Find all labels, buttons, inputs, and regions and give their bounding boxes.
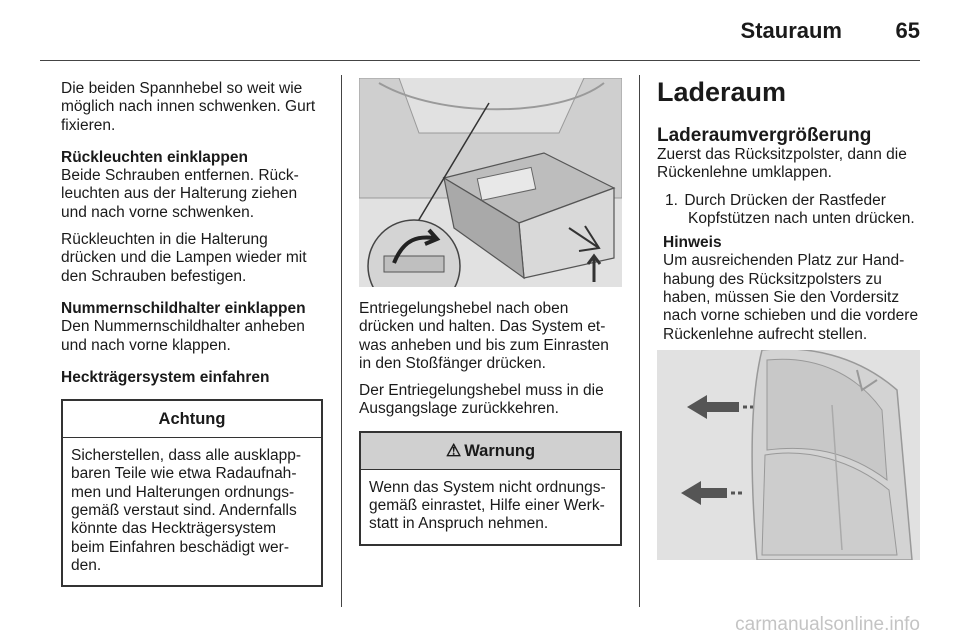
license-plate-paragraph: Den Nummernschildhalter anheben und nach vorne klappen. [61,318,305,354]
carrier-illustration [359,78,622,287]
release-lever-paragraph: Entriegelungshebel nach oben drücken und halten. Das System etwas anheben und bis zum Einrasten in den Stoßfänger drücken. [359,300,609,372]
warning-text: Wenn das System nicht ordnungsgemäß einrastet, Hilfe einer Werkstatt in Anspruch nehmen. [369,478,606,533]
subheading-cargo-expansion: Laderaumvergrößerung [657,125,872,146]
watermark: carmanualsonline.info [735,614,920,635]
left-column [61,80,323,587]
rear-lights-paragraph: Beide Schrauben entfernen. Rückleuchten aus der Halterung ziehen und nach vorne schwenken. [61,167,299,221]
list-item-text: Durch Drücken der Rastfeder [684,191,886,209]
page-header-title: Stauraum [740,18,842,43]
warning-icon: ⚠ [445,440,462,460]
seat-drawing [657,350,920,560]
warning-box [359,431,622,546]
section-title-license-plate: Nummernschildhalter einklappen [61,299,306,317]
seat-illustration [657,350,920,560]
note-title: Hinweis [663,234,722,252]
cargo-expansion-intro: Zuerst das Rücksitzpolster, dann die Rückenlehne umklappen. [657,146,907,182]
right-column [657,77,922,344]
list-item [657,192,922,229]
middle-column [359,300,622,546]
list-number: 1. [665,191,678,209]
intro-paragraph: Die beiden Spannhebel so weit wie möglich nach innen schwenken. Gurt fixieren. [61,80,316,134]
note-text: Um ausreichenden Platz zur Handhabung des Rücksitzpolsters zu haben, müssen Sie den Vordersitz nach vorne schieben und die vordere Rückenlehne aufrecht stellen. [663,252,919,343]
column-divider-right [639,75,640,607]
list-item-continuation: Kopfstützen nach unten drücken. [688,209,915,227]
section-heading-cargo: Laderaum [657,77,787,107]
caution-text: Sicherstellen, dass alle ausklappbaren Teile wie etwa Radaufnahmen und Halterungen ordnungsgemäß verstaut sind. Andernfalls könnte das Heckträgersystem beim Einfahren beschädigt werden. [71,447,302,574]
carrier-drawing [359,78,622,287]
rear-lights-paragraph-2: Rückleuchten in die Halterung drücken und die Lampen wieder mit den Schrauben befestigen. [61,231,307,285]
page-number: 65 [895,18,920,43]
header-rule [40,60,920,61]
section-title-rear-lights: Rückleuchten einklappen [61,148,248,166]
section-title-carrier-retract: Heckträgersystem einfahren [61,368,270,386]
caution-box [61,399,323,587]
release-lever-return-paragraph: Der Entriegelungshebel muss in die Ausgangslage zurückkehren. [359,382,604,418]
warning-title: Warnung [464,441,536,460]
warning-header [361,433,620,470]
column-divider-left [341,75,342,607]
note-block [657,234,922,344]
caution-title: Achtung [63,401,321,438]
